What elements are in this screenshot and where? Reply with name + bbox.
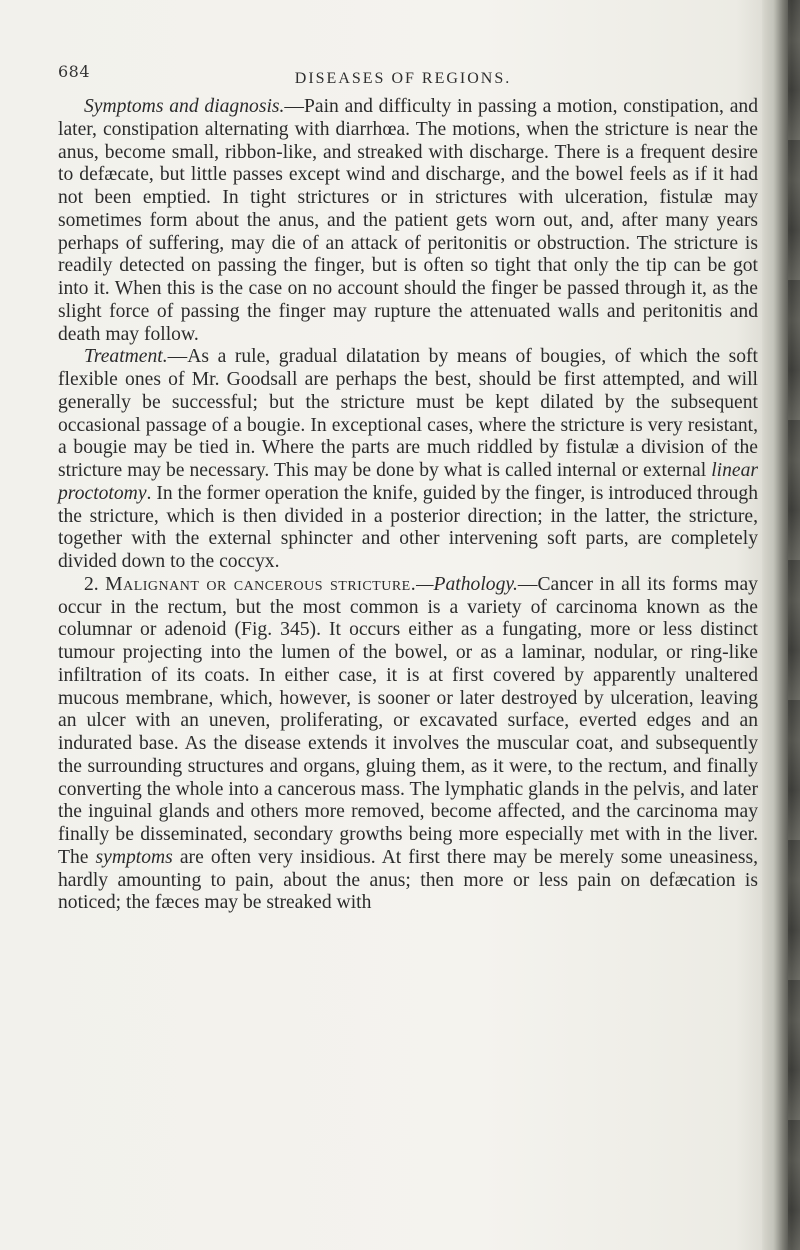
symptoms-title: Symptoms and diagnosis. [84, 96, 285, 117]
treatment-text-a: —As a rule, gradual dilatation by means of bougies, of which the soft flexible ones of Mr. Goodsall are perhaps the best, should be first attempted, and will generally be successful; but the stricture must be kept dilated by the subsequent occasional passage of a bougie. In exceptional cases, where the stricture is very resistant, a bougie may be tied in. Where the parts are much riddled by fistulæ a division of the stricture may be necessary. This may be done by what is called internal or external [58, 346, 758, 481]
paragraph-treatment [58, 346, 758, 574]
pathology-text-a: —Cancer in all its forms may occur in the rectum, but the most common is a variety of carcinoma known as the columnar or adenoid (Fig. 345). It occurs either as a fungating, more or less distinct tumour projecting into the lumen of the bowel, or as a laminar, nodular, or ring-like infiltration of its coats. In either case, it is at first covered by apparently unaltered mucous membrane, which, however, is sooner or later destroyed by ulceration, leaving an ulcer with an uneven, proliferating, or excavated surface, everted edges and an indurated base. As the disease extends it involves the muscular coat, and subsequently the surrounding structures and organs, gluing them, as it were, to the rectum, and finally converting the whole into a cancerous mass. The lymphatic glands in the pelvis, and later the inguinal glands and others more removed, become affected, and the carcinoma may finally be disseminated, secondary growths being more especially met with in the liver. The [58, 573, 758, 868]
section-number: 2. [84, 573, 99, 595]
paragraph-symptoms [58, 96, 758, 346]
body-text [58, 96, 758, 915]
treatment-italic-term: linear proctotomy [58, 460, 758, 504]
pathology-subtitle: —Pathology. [416, 573, 518, 595]
running-head: DISEASES OF REGIONS. [294, 70, 512, 87]
section-heading: Malignant or cancerous stricture. [105, 573, 417, 595]
page-number: 684 [58, 62, 91, 81]
pathology-italic-term: symptoms [95, 846, 173, 868]
pathology-text-b: are often very insidious. At first there may be merely some uneasiness, hardly amounting to pain, about the anus; then more or less pain on defæcation is noticed; the fæces may be streaked with [58, 846, 758, 914]
page-header [58, 62, 748, 86]
page-edge-shadow [762, 0, 800, 1250]
treatment-text-b: . In the former operation the knife, guided by the finger, is introduced through the stricture, which is then divided in a posterior direction; in the latter, the stricture, together with the external sphincter and other intervening soft parts, are completely divided down to the coccyx. [58, 482, 758, 572]
treatment-title: Treatment. [84, 346, 168, 368]
symptoms-text: —Pain and difficulty in passing a motion, constipation, and later, constipation alternating with diarrhœa. The motions, when the stricture is near the anus, become small, ribbon-like, and streaked with discharge. There is a frequent desire to defæcate, but little passes except wind and discharge, and the bowel feels as if it had not been emptied. In tight strictures or in strictures with ulceration, fistulæ may sometimes form about the anus, and the patient gets worn out, and, after many years perhaps of suffering, may die of an attack of peritonitis or obstruction. The stricture is readily detected on passing the finger, but is often so tight that only the tip can be got into it. When this is the case on no account should the finger be passed through it, as the slight force of passing the finger may rupture the attenuated walls and peritonitis and death may follow. [58, 96, 758, 345]
paragraph-malignant-stricture [58, 574, 758, 915]
